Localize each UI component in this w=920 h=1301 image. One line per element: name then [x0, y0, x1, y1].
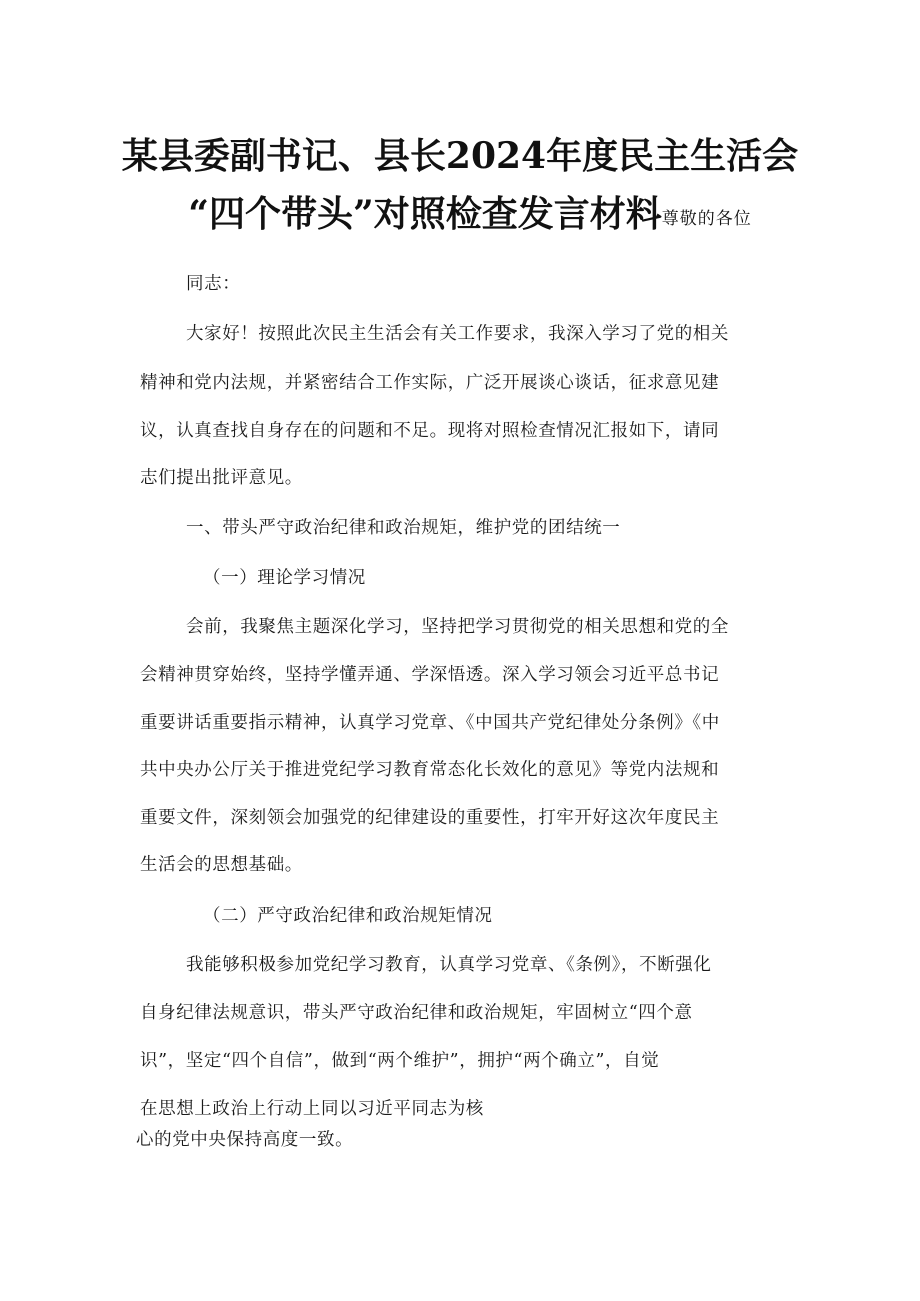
- document-title-line-1: 某县委副书记、县长2024年度民主生活会: [121, 135, 799, 177]
- intro-line-1: 大家好！按照此次民主生活会有关工作要求，我深入学习了党的相关: [186, 324, 729, 344]
- para2-line-1: 我能够积极参加党纪学习教育，认真学习党章、《条例》，不断强化: [186, 955, 712, 975]
- salutation-start: 尊敬的各位: [661, 209, 752, 229]
- intro-line-2: 精神和党内法规，并紧密结合工作实际，广泛开展谈心谈话，征求意见建: [140, 373, 720, 393]
- para1-line-2: 会精神贯穿始终，坚持学懂弄通、学深悟透。深入学习领会习近平总书记: [140, 665, 720, 685]
- para1-line-4: 共中央办公厅关于推进党纪学习教育常态化长效化的意见》等党内法规和: [140, 760, 720, 780]
- para1-line-1: 会前，我聚焦主题深化学习，坚持把学习贯彻党的相关思想和党的全: [186, 617, 729, 637]
- para2-line-2: 自身纪律法规意识，带头严守政治纪律和政治规矩，牢固树立“四个意: [140, 1003, 693, 1023]
- para2-line-3: 识”，坚定“四个自信”，做到“两个维护”，拥护“两个确立”，自觉: [140, 1051, 660, 1071]
- subsection-heading-1: （一）理论学习情况: [203, 568, 366, 588]
- para2-line-5: 心的党中央保持高度一致。: [136, 1130, 354, 1150]
- para2-line-4: 在思想上政治上行动上同以习近平同志为核: [140, 1099, 484, 1119]
- para1-line-3: 重要讲话重要指示精神，认真学习党章、《中国共产党纪律处分条例》《中: [140, 713, 720, 733]
- intro-line-3: 议，认真查找自身存在的问题和不足。现将对照检查情况汇报如下，请同: [140, 421, 720, 441]
- subsection-heading-2: （二）严守政治纪律和政治规矩情况: [203, 906, 493, 926]
- intro-line-4: 志们提出批评意见。: [140, 468, 303, 488]
- title-line-2-main: “四个带头”对照检查发言材料: [188, 193, 662, 235]
- document-title-line-2: [0, 186, 920, 237]
- para1-line-6: 生活会的思想基础。: [140, 855, 303, 875]
- salutation-end: 同志：: [186, 274, 241, 294]
- para1-line-5: 重要文件，深刻领会加强党的纪律建设的重要性，打牢开好这次年度民主: [140, 808, 720, 828]
- section-heading-1: 一、带头严守政治纪律和政治规矩，维护党的团结统一: [186, 518, 621, 538]
